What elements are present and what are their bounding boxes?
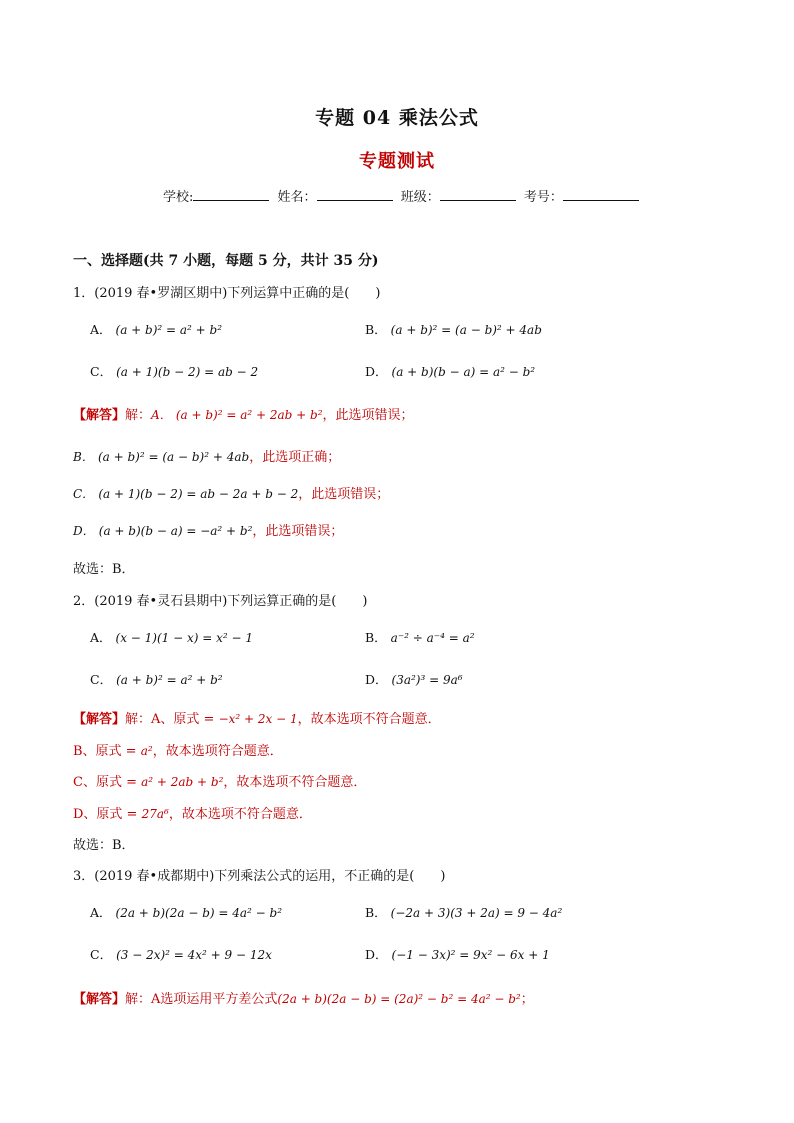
q3-option-c: C． (3 − 2x)² = 4x² + 9 − 12x: [90, 947, 272, 962]
q1-solution-line-2: B． (a + b)² = (a − b)² + 4ab，此选项正确；: [73, 450, 341, 465]
q2-option-c: C． (a + b)² = a² + b²: [90, 672, 223, 687]
q1-choice: 故选：B．: [73, 562, 135, 577]
school-blank: [193, 188, 269, 201]
exam-number-blank: [563, 188, 639, 201]
q3-option-a: A． (2a + b)(2a − b) = 4a² − b²: [90, 905, 283, 920]
q1-solution-line-3: C． (a + 1)(b − 2) = ab − 2a + b − 2，此选项错误；: [73, 487, 390, 502]
q1-solution-line-4: D． (a + b)(b − a) = −a² + b²，此选项错误；: [73, 524, 344, 539]
q2-solution-line-4: D、原式 = 27a⁶，故本选项不符合题意．: [73, 807, 312, 822]
section-heading: 一、选择题(共 7 小题，每题 5 分，共计 35 分): [73, 253, 379, 269]
q1-option-a: A． (a + b)² = a² + b²: [90, 322, 223, 337]
q2-stem: 2．(2019 春•灵石县期中)下列运算正确的是( ): [73, 594, 368, 609]
q2-choice: 故选：B．: [73, 838, 135, 853]
q1-solution-line-1: 【解答】解：A． (a + b)² = a² + 2ab + b²，此选项错误；: [73, 408, 414, 423]
exam-number-label: 考号：: [523, 190, 563, 205]
q3-option-b: B． (−2a + 3)(3 + 2a) = 9 − 4a²: [365, 905, 563, 920]
page-subtitle: 专题测试: [359, 151, 435, 172]
q2-option-b: B． a⁻² ÷ a⁻⁴ = a²: [365, 630, 475, 645]
q3-solution-line-1: 【解答】解：A选项运用平方差公式(2a + b)(2a − b) = (2a)² − b² = 4a² − b²；: [73, 992, 534, 1007]
q2-solution-line-1: 【解答】解：A、原式 = −x² + 2x − 1，故本选项不符合题意．: [73, 712, 441, 727]
name-blank: [317, 188, 393, 201]
class-label: 班级：: [400, 190, 440, 205]
class-blank: [440, 188, 516, 201]
q1-option-b: B． (a + b)² = (a − b)² + 4ab: [365, 322, 542, 337]
page-title: 专题 04 乘法公式: [315, 107, 479, 129]
q2-option-a: A． (x − 1)(1 − x) = x² − 1: [90, 630, 253, 645]
q3-stem: 3．(2019 春•成都期中)下列乘法公式的运用，不正确的是( ): [73, 869, 446, 884]
name-label: 姓名：: [277, 190, 317, 205]
student-info-fields: [163, 186, 643, 205]
school-label: 学校:: [163, 190, 194, 205]
q1-option-c: C． (a + 1)(b − 2) = ab − 2: [90, 364, 259, 379]
q1-stem: 1．(2019 春•罗湖区期中)下列运算中正确的是( ): [73, 286, 381, 301]
q1-option-d: D． (a + b)(b − a) = a² − b²: [365, 364, 536, 379]
q2-solution-line-3: C、原式 = a² + 2ab + b²，故本选项不符合题意．: [73, 775, 367, 790]
q2-solution-line-2: B、原式 = a²，故本选项符合题意．: [73, 744, 283, 759]
q2-option-d: D． (3a²)³ = 9a⁶: [365, 672, 463, 687]
q3-option-d: D． (−1 − 3x)² = 9x² − 6x + 1: [365, 947, 550, 962]
